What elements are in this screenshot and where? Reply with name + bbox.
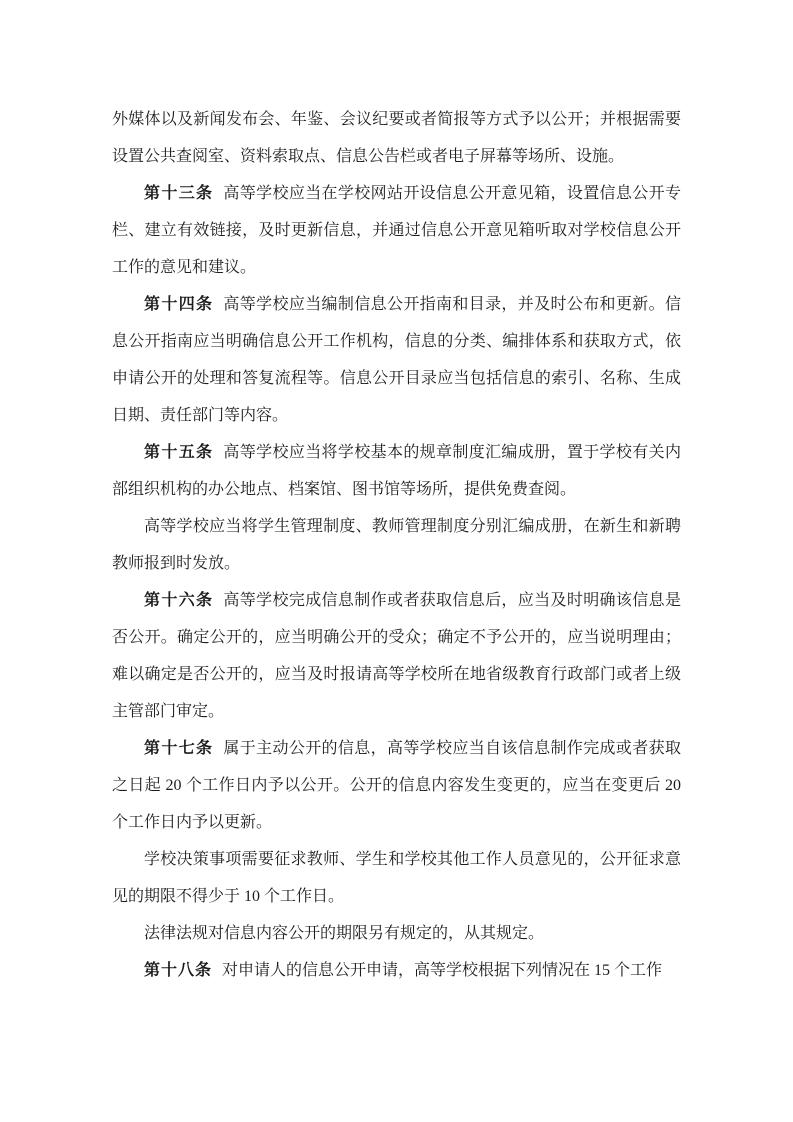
paragraph [112,434,681,508]
paragraph [112,101,681,175]
paragraph-text: 属于主动公开的信息，高等学校应当自该信息制作完成或者获取之日起 20 个工作日内予以公开。公开的信息内容发生变更的，应当在变更后 20 个工作日内予以更新。 [112,740,681,831]
paragraph [112,952,681,989]
paragraph-text: 高等学校应当将学生管理制度、教师管理制度分别汇编成册，在新生和新聘教师报到时发放。 [112,518,681,572]
paragraph [112,582,681,730]
paragraph-text: 高等学校完成信息制作或者获取信息后，应当及时明确该信息是否公开。确定公开的，应当明确公开的受众；确定不予公开的，应当说明理由；难以确定是否公开的，应当及时报请高等学校所在地省级教育行政部门或者上级主管部门审定。 [112,592,681,720]
paragraph-text: 高等学校应当将学校基本的规章制度汇编成册，置于学校有关内部组织机构的办公地点、档案馆、图书馆等场所，提供免费查阅。 [112,444,681,498]
paragraph [112,915,681,952]
article-label: 第十八条 [144,962,213,979]
article-label: 第十三条 [144,185,214,202]
paragraph-text: 高等学校应当在学校网站开设信息公开意见箱，设置信息公开专栏、建立有效链接，及时更新信息，并通过信息公开意见箱听取对学校信息公开工作的意见和建议。 [112,185,681,276]
article-label: 第十六条 [144,592,214,609]
paragraph-text: 对申请人的信息公开申请，高等学校根据下列情况在 15 个工作 [222,962,663,979]
paragraph [112,841,681,915]
paragraph [112,730,681,841]
paragraph [112,175,681,286]
paragraph [112,508,681,582]
paragraph-text: 学校决策事项需要征求教师、学生和学校其他工作人员意见的，公开征求意见的期限不得少于 10 个工作日。 [112,851,681,905]
paragraph [112,286,681,434]
article-label: 第十五条 [144,444,214,461]
paragraph-text: 外媒体以及新闻发布会、年鉴、会议纪要或者简报等方式予以公开；并根据需要设置公共查阅室、资料索取点、信息公告栏或者电子屏幕等场所、设施。 [112,111,681,165]
document-body [112,101,681,989]
paragraph-text: 法律法规对信息内容公开的期限另有规定的，从其规定。 [144,925,545,942]
article-label: 第十七条 [144,740,214,757]
paragraph-text: 高等学校应当编制信息公开指南和目录，并及时公布和更新。信息公开指南应当明确信息公开工作机构，信息的分类、编排体系和获取方式，依申请公开的处理和答复流程等。信息公开目录应当包括信息的索引、名称、生成日期、责任部门等内容。 [112,296,681,424]
article-label: 第十四条 [144,296,214,313]
